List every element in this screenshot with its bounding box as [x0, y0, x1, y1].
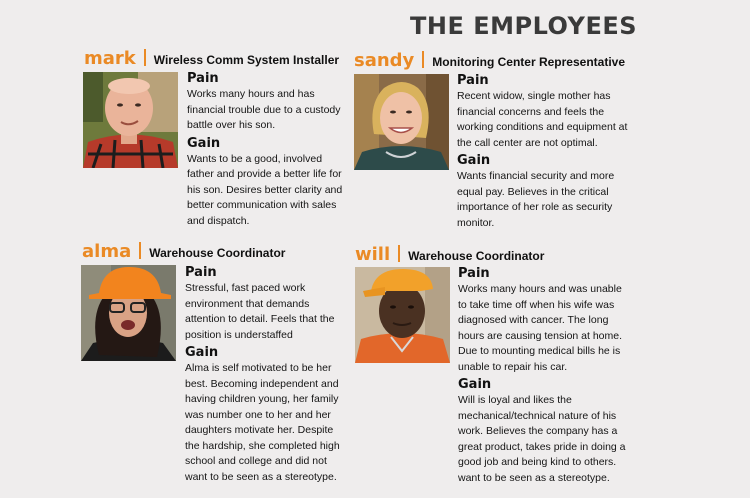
employee-role: Warehouse Coordinator [408, 249, 545, 263]
employee-photo [355, 267, 450, 363]
employee-name: alma [82, 241, 132, 262]
gain-heading: Gain [187, 135, 221, 151]
employee-name: sandy [354, 50, 415, 71]
pain-heading: Pain [185, 265, 217, 280]
gain-heading: Gain [185, 345, 219, 360]
divider [422, 51, 424, 68]
employee-photo [81, 265, 176, 361]
pain-heading: Pain [187, 71, 219, 86]
divider [139, 242, 141, 259]
pain-heading: Pain [457, 73, 489, 88]
employee-header [84, 47, 339, 69]
pain-text: Recent widow, single mother has financial concerns and feels the working conditions and equipment at the call center are not optimal. [457, 90, 628, 149]
gain-text: Wants to be a good, involved father and provide a better life for his son. Desires better clarity and better communication with sales and dispatch. [187, 152, 343, 227]
employee-header [82, 240, 285, 262]
divider [144, 49, 146, 66]
divider [398, 245, 400, 262]
gain-text: Will is loyal and likes the mechanical/technical nature of his work. Believes the company has a great product, takes pride in doing a good job and being kind to others. want to be seen as a stereotype. [458, 394, 626, 484]
employee-details [457, 73, 632, 233]
gain-heading: Gain [458, 377, 492, 392]
employee-role: Monitoring Center Representative [432, 55, 625, 69]
employee-details [187, 71, 349, 231]
pain-text: Works many hours and was unable to take time off when his wife was diagnosed with cancer. The long hours are causing tension at home. Due to mounting medical bills he is unable to repair his car. [458, 283, 623, 373]
gain-text: Alma is self motivated to be her best. Becoming independent and having children young, her family was number one to her and her daughters motivate her. Despite the hardship, she completed high school and college and did not want to be seen as a stereotype. [185, 362, 340, 483]
pain-text: Stressful, fast paced work environment that demands attention to detail. Feels that the position is understaffed [185, 282, 335, 341]
gain-text: Wants financial security and more equal pay. Believes in the critical importance of her role as security monitor. [457, 170, 615, 229]
employee-photo [83, 72, 178, 168]
employee-name: mark [84, 48, 136, 69]
employee-header [355, 243, 544, 265]
pain-heading: Pain [458, 266, 490, 281]
employee-details [185, 265, 347, 487]
employee-name: will [355, 244, 391, 265]
employee-role: Wireless Comm System Installer [153, 53, 340, 67]
gain-heading: Gain [457, 153, 491, 168]
page-title: THE EMPLOYEES [410, 12, 638, 40]
employee-details [458, 266, 633, 488]
employee-header [354, 49, 625, 71]
employee-photo [354, 74, 449, 170]
pain-text: Works many hours and has financial trouble due to a custody battle over his son. [187, 88, 341, 131]
employee-role: Warehouse Coordinator [149, 246, 286, 260]
